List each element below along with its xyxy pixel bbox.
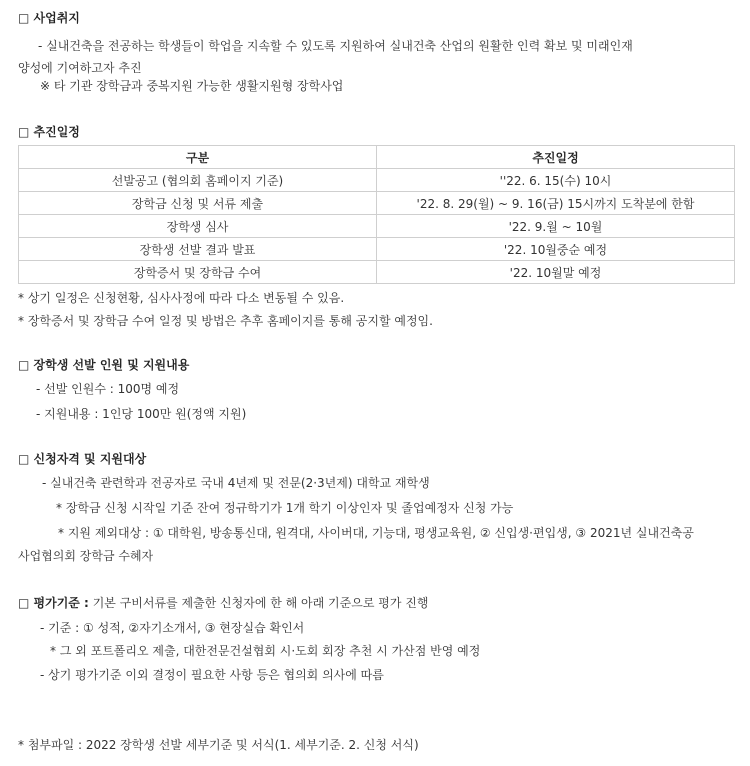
schedule-title: □ 추진일정 <box>18 125 80 139</box>
eligibility-item-1: - 실내건축 관련학과 전공자로 국내 4년제 및 전문(2·3년제) 대학교 재학생 <box>42 476 430 490</box>
schedule-header-category: 구분 <box>19 146 377 169</box>
schedule-cell-category: 장학증서 및 장학금 수여 <box>19 261 377 284</box>
schedule-header-date: 추진일정 <box>377 146 735 169</box>
selection-item-1: - 선발 인원수 : 100명 예정 <box>36 382 180 396</box>
selection-title: □ 장학생 선발 인원 및 지원내용 <box>18 358 190 372</box>
schedule-note-2: * 장학증서 및 장학금 수여 일정 및 방법은 추후 홈페이지를 통해 공지할 예정임. <box>18 314 433 328</box>
table-row <box>19 261 735 284</box>
eligibility-note-2-line2: 사업협의회 장학금 수혜자 <box>18 549 154 563</box>
evaluation-item-2: - 상기 평가기준 이외 결정이 필요한 사항 등은 협의회 의사에 따름 <box>40 668 384 682</box>
eligibility-note-2-line1: * 지원 제외대상 : ① 대학원, 방송통신대, 원격대, 사이버대, 기능대, 평생교육원, ② 신입생·편입생, ③ 2021년 실내건축공 <box>58 526 694 540</box>
table-row <box>19 192 735 215</box>
schedule-cell-date: '22. 8. 29(월) ~ 9. 16(금) 15시까지 도착분에 한함 <box>377 192 735 215</box>
evaluation-heading <box>18 595 428 611</box>
table-row <box>19 238 735 261</box>
purpose-title: □ 사업취지 <box>18 11 80 25</box>
schedule-cell-category: 장학금 신청 및 서류 제출 <box>19 192 377 215</box>
purpose-note: ※ 타 기관 장학금과 중복지원 가능한 생활지원형 장학사업 <box>40 79 344 93</box>
selection-item-2: - 지원내용 : 1인당 100만 원(정액 지원) <box>36 407 247 421</box>
schedule-cell-date: ''22. 6. 15(수) 10시 <box>377 169 735 192</box>
schedule-cell-date: '22. 9.월 ~ 10월 <box>377 215 735 238</box>
schedule-note-1: * 상기 일정은 신청현황, 심사사정에 따라 다소 변동될 수 있음. <box>18 291 345 305</box>
attachment-text: * 첨부파일 : 2022 장학생 선발 세부기준 및 서식(1. 세부기준. 2. 신청 서식) <box>18 738 419 752</box>
schedule-cell-category: 장학생 심사 <box>19 215 377 238</box>
evaluation-item-1: - 기준 : ① 성적, ②자기소개서, ③ 현장실습 확인서 <box>40 621 305 635</box>
evaluation-title: □ 평가기준 : <box>18 596 89 610</box>
eligibility-note-1: * 장학금 신청 시작일 기준 잔여 정규학기가 1개 학기 이상인자 및 졸업예정자 신청 가능 <box>56 501 514 515</box>
eligibility-title: □ 신청자격 및 지원대상 <box>18 452 147 466</box>
schedule-cell-category: 선발공고 (협의회 홈페이지 기준) <box>19 169 377 192</box>
schedule-cell-date: '22. 10월중순 예정 <box>377 238 735 261</box>
schedule-header-row <box>19 146 735 169</box>
schedule-table <box>18 145 735 284</box>
table-row <box>19 215 735 238</box>
schedule-cell-date: '22. 10월말 예정 <box>377 261 735 284</box>
table-row <box>19 169 735 192</box>
schedule-cell-category: 장학생 선발 결과 발표 <box>19 238 377 261</box>
evaluation-title-rest: 기본 구비서류를 제출한 신청자에 한 해 아래 기준으로 평가 진행 <box>88 596 429 610</box>
purpose-desc-line1: - 실내건축을 전공하는 학생들이 학업을 지속할 수 있도록 지원하여 실내건축 산업의 원활한 인력 확보 및 미래인재 <box>38 39 633 53</box>
purpose-desc-line2: 양성에 기여하고자 추진 <box>18 61 142 75</box>
evaluation-note-1: * 그 외 포트폴리오 제출, 대한전문건설협회 시·도회 회장 추천 시 가산점 반영 예정 <box>50 644 481 658</box>
